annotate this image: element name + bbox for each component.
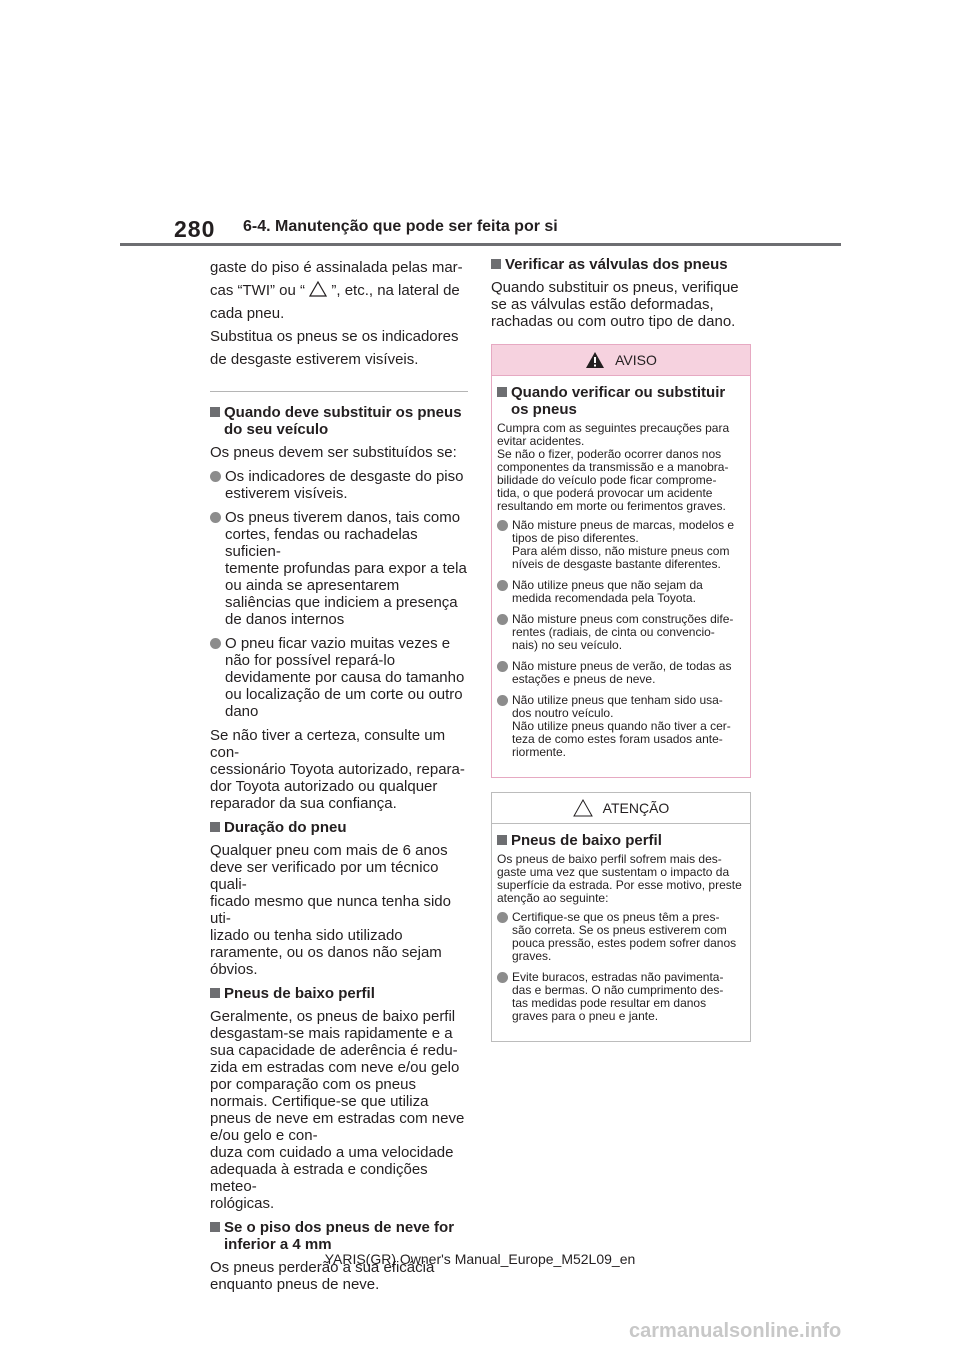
caution-icon xyxy=(573,799,593,817)
list-item: Não utilize pneus que tenham sido usa- dos noutro veículo. Não utilize pneus quando não tiver a cer- teza de como estes foram usados ante- riormente. xyxy=(497,694,742,759)
section-title: 6-4. Manutenção que pode ser feita por si xyxy=(243,218,558,235)
square-bullet-icon xyxy=(497,835,507,845)
aviso-heading: Quando verificar ou substituir os pneus xyxy=(497,384,742,418)
lowprofile-text: Geralmente, os pneus de baixo perfil desgastam-se mais rapidamente e a sua capacidade de aderência é redu- zida em estradas com neve e/ou gelo por comparação com os pneus normais. Certifique-se que utiliza pneus de neve em estradas com neve e/ou gelo e con- duza com cuidado a uma velocidade adequada à estrada e condições meteo- rológicas. xyxy=(210,1008,465,1212)
warning-icon xyxy=(585,351,605,369)
atencao-header xyxy=(492,793,750,824)
when-intro: Os pneus devem ser substituídos se: xyxy=(210,444,457,461)
when-heading: Quando deve substituir os pneus do seu veículo xyxy=(210,404,468,438)
list-item: O pneu ficar vazio muitas vezes e não for possível repará-lo devidamente por causa do tamanho ou localização de um corte ou outro dano xyxy=(210,635,468,720)
valves-heading: Verificar as válvulas dos pneus xyxy=(491,256,751,273)
valves-text: Quando substituir os pneus, verifique se as válvulas estão deformadas, rachadas ou com outro tipo de dano. xyxy=(491,279,739,330)
lowprofile-heading: Pneus de baixo perfil xyxy=(210,985,468,1002)
bullet-dot-icon xyxy=(497,661,508,672)
aviso-intro: Cumpra com as seguintes precauções para evitar acidentes. Se não o fizer, poderão ocorrer danos nos componentes da transmissão e a manobra- bilidade do veículo pode ficar comprome- tida, o que poderá provocar um acidente resultando em morte ou ferimentos graves. xyxy=(497,421,730,513)
bullet-dot-icon xyxy=(210,471,221,482)
header-rule xyxy=(120,243,841,246)
list-item: Certifique-se que os pneus têm a pres- são correta. Se os pneus estiverem com pouca pressão, estes podem sofrer danos graves. xyxy=(497,911,742,963)
triangle-mark-icon xyxy=(309,281,327,297)
square-bullet-icon xyxy=(210,822,220,832)
atencao-box xyxy=(491,792,751,1042)
list-item: Não misture pneus de verão, de todas as estações e pneus de neve. xyxy=(497,660,742,686)
bullet-dot-icon xyxy=(210,512,221,523)
life-text: Qualquer pneu com mais de 6 anos deve ser verificado por um técnico quali- ficado mesmo que nunca tenha sido uti- lizado ou tenha sido utilizado raramente, ou os danos não sejam óbvios. xyxy=(210,842,451,978)
bullet-dot-icon xyxy=(210,638,221,649)
square-bullet-icon xyxy=(497,387,507,397)
atencao-intro: Os pneus de baixo perfil sofrem mais des- gaste uma vez que sustentam o impacto da superfície da estrada. Por esse motivo, preste atenção ao seguinte: xyxy=(497,852,742,905)
square-bullet-icon xyxy=(210,407,220,417)
bullet-dot-icon xyxy=(497,520,508,531)
atencao-heading: Pneus de baixo perfil xyxy=(497,832,742,849)
intro-text-a: gaste do piso é assinalada pelas mar- cas “TWI” ou “ xyxy=(210,259,463,299)
intro-text xyxy=(210,256,468,371)
bullet-dot-icon xyxy=(497,912,508,923)
life-heading: Duração do pneu xyxy=(210,819,468,836)
when-outro: Se não tiver a certeza, consulte um con- cessionário Toyota autorizado, repara- dor Toyota autorizado ou qualquer reparador da sua confiança. xyxy=(210,727,465,812)
aviso-box xyxy=(491,344,751,778)
page-number: 280 xyxy=(174,216,216,242)
left-column xyxy=(210,256,468,1300)
aviso-title: AVISO xyxy=(615,351,657,368)
square-bullet-icon xyxy=(210,988,220,998)
bullet-dot-icon xyxy=(497,695,508,706)
square-bullet-icon xyxy=(491,259,501,269)
aviso-header xyxy=(492,345,750,376)
atencao-title: ATENÇÃO xyxy=(602,799,670,816)
section-divider xyxy=(210,391,468,392)
list-item: Não misture pneus de marcas, modelos e tipos de piso diferentes. Para além disso, não misture pneus com níveis de desgaste bastante diferentes. xyxy=(497,519,742,571)
list-item: Os indicadores de desgaste do piso estiverem visíveis. xyxy=(210,468,468,502)
aviso-body xyxy=(492,376,750,777)
bullet-dot-icon xyxy=(497,972,508,983)
list-item: Os pneus tiverem danos, tais como cortes, fendas ou rachadelas suficien- temente profundas para expor a tela ou ainda se apresentarem saliências que indiciem a presença de danos internos xyxy=(210,509,468,628)
list-item: Evite buracos, estradas não pavimenta- das e bermas. O não cumprimento des- tas medidas pode resultar em danos graves para o pneu e jante. xyxy=(497,971,742,1023)
bullet-dot-icon xyxy=(497,580,508,591)
watermark: carmanualsonline.info xyxy=(629,1320,842,1342)
snow-text: Os pneus perderão a sua eficácia enquanto pneus de neve. xyxy=(210,1259,435,1293)
snow-heading: Se o piso dos pneus de neve for inferior a 4 mm xyxy=(210,1219,468,1253)
atencao-body xyxy=(492,824,750,1041)
bullet-dot-icon xyxy=(497,614,508,625)
square-bullet-icon xyxy=(210,1222,220,1232)
footer-manual-id: YARIS(GR) Owner's Manual_Europe_M52L09_en xyxy=(324,1251,636,1267)
list-item: Não misture pneus com construções dife- rentes (radiais, de cinta ou convencio- nais) no seu veículo. xyxy=(497,613,742,652)
right-column xyxy=(491,256,751,1042)
intro-text-b: ”, etc., na lateral de cada pneu. Substitua os pneus se os indicadores de desgaste estiverem visíveis. xyxy=(210,282,460,368)
list-item: Não utilize pneus que não sejam da medida recomendada pela Toyota. xyxy=(497,579,742,605)
